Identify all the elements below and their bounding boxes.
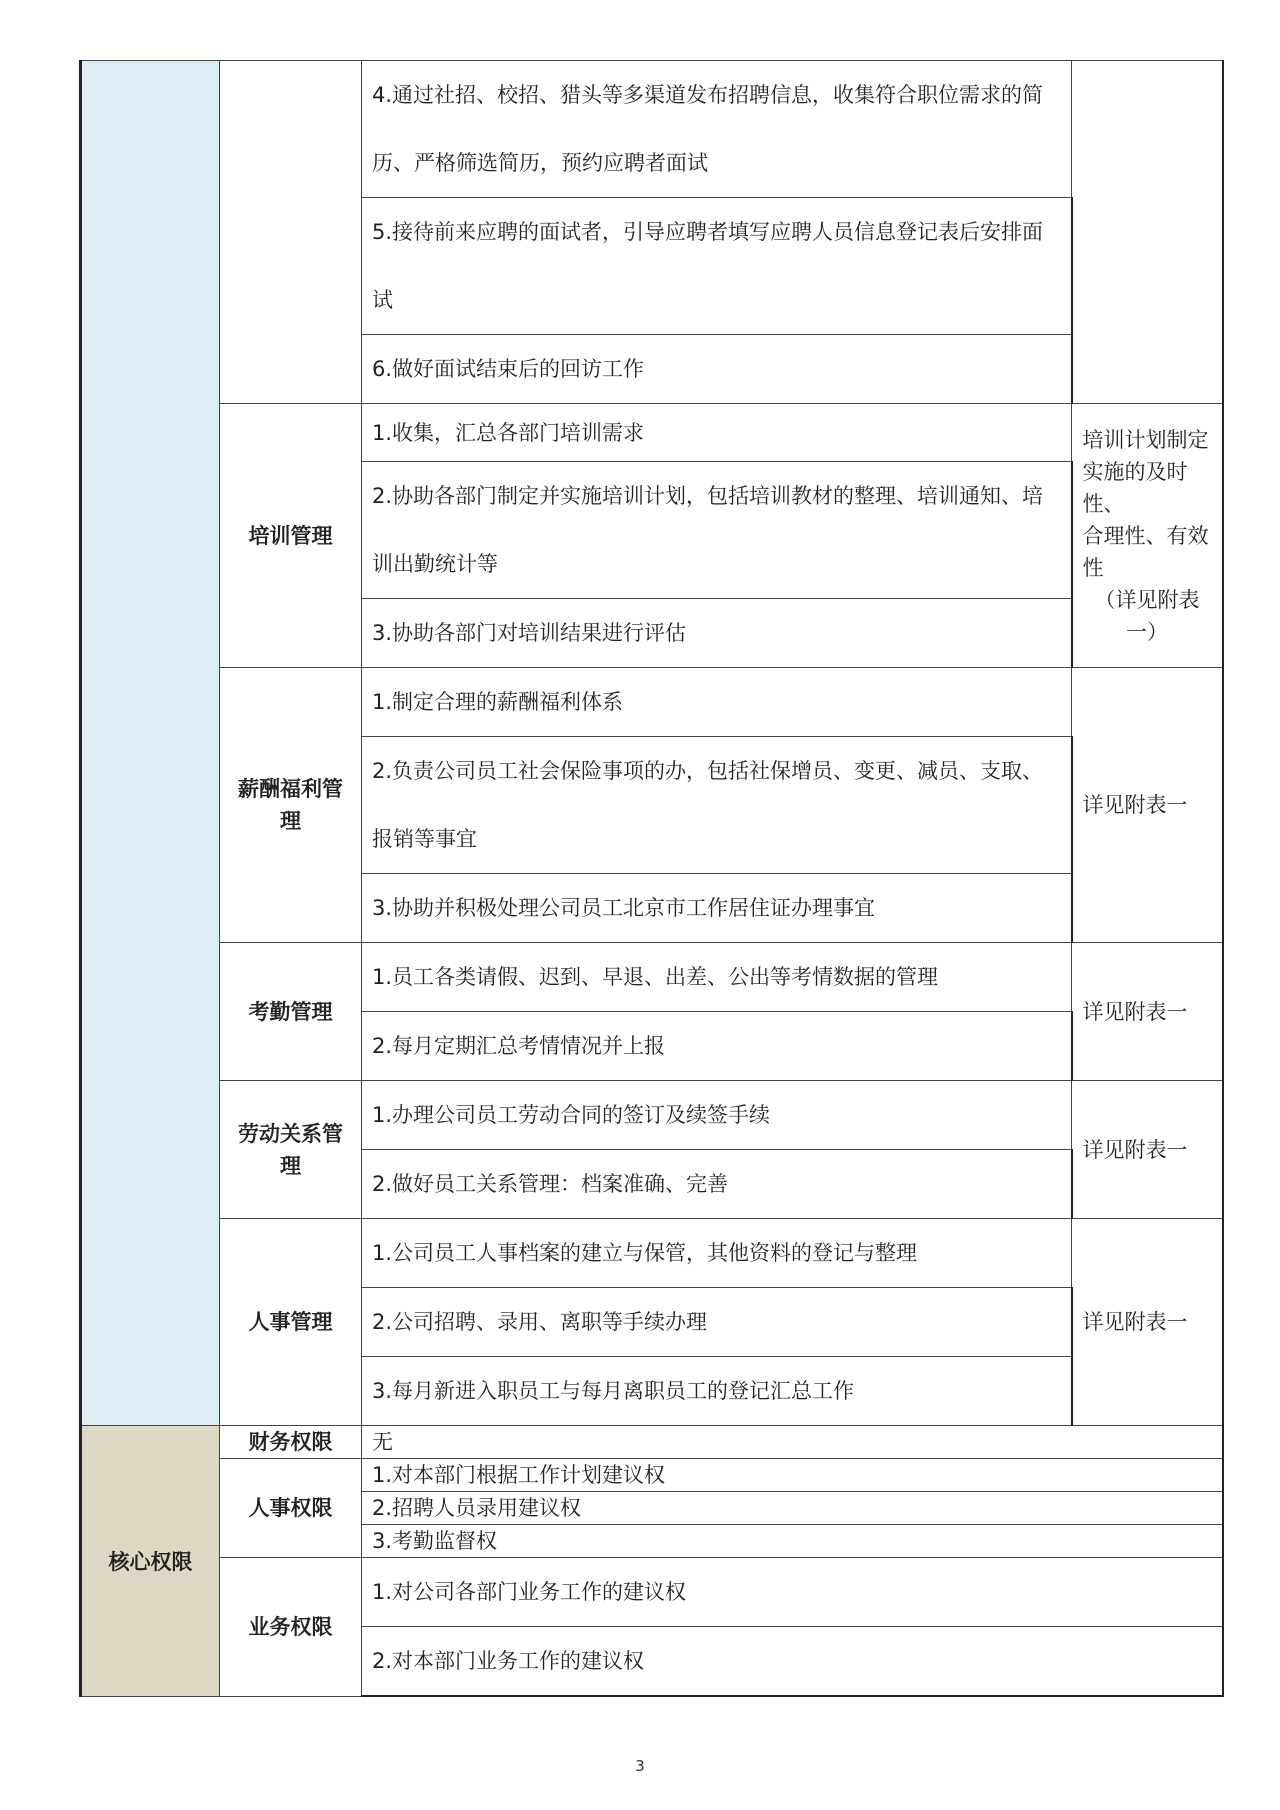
task-cell: 6.做好面试结束后的回访工作	[362, 335, 1072, 404]
hr-item: 3.考勤监督权	[362, 1525, 1223, 1558]
task-cell: 2.协助各部门制定并实施培训计划，包括培训教材的整理、培训通知、培训出勤统计等	[362, 462, 1072, 599]
category-cell-recruit	[220, 61, 362, 404]
category-hr: 人事权限	[220, 1459, 362, 1558]
task-cell: 5.接待前来应聘的面试者，引导应聘者填写应聘人员信息登记表后安排面试	[362, 198, 1072, 335]
task-cell: 1.员工各类请假、迟到、早退、出差、公出等考情数据的管理	[362, 943, 1072, 1012]
task-cell: 2.负责公司员工社会保险事项的办，包括社保增员、变更、减员、支取、报销等事宜	[362, 737, 1072, 874]
standard-training	[1072, 404, 1223, 668]
hr-item: 1.对本部门根据工作计划建议权	[362, 1459, 1223, 1492]
task-cell: 1.办理公司员工劳动合同的签订及续签手续	[362, 1081, 1072, 1150]
hr-item: 2.招聘人员录用建议权	[362, 1492, 1223, 1525]
category-finance: 财务权限	[220, 1426, 362, 1459]
task-cell: 1.制定合理的薪酬福利体系	[362, 668, 1072, 737]
standard-line: 实施的及时性、	[1082, 459, 1188, 516]
task-cell: 2.公司招聘、录用、离职等手续办理	[362, 1288, 1072, 1357]
task-cell: 2.做好员工关系管理：档案准确、完善	[362, 1150, 1072, 1219]
section-cell-duties	[81, 61, 220, 1426]
task-cell: 3.每月新进入职员工与每月离职员工的登记汇总工作	[362, 1357, 1072, 1426]
section-core: 核心权限	[81, 1426, 220, 1697]
category-salary: 薪酬福利管理	[220, 668, 362, 943]
task-cell: 4.通过社招、校招、猎头等多渠道发布招聘信息，收集符合职位需求的简历、严格筛选简历，预约应聘者面试	[362, 61, 1072, 198]
standard-line: （详见附表一）	[1094, 587, 1200, 644]
business-item: 1.对公司各部门业务工作的建议权	[362, 1558, 1223, 1627]
category-training: 培训管理	[220, 404, 362, 668]
standard-line: 培训计划制定	[1082, 427, 1209, 452]
standard-cell-recruit	[1072, 61, 1223, 404]
finance-value: 无	[362, 1426, 1223, 1459]
task-cell: 1.收集，汇总各部门培训需求	[362, 404, 1072, 462]
category-personnel: 人事管理	[220, 1219, 362, 1426]
page-number: 3	[635, 1757, 645, 1775]
standard-attendance: 详见附表一	[1072, 943, 1223, 1081]
duties-table	[79, 60, 1224, 1697]
task-cell: 2.每月定期汇总考情情况并上报	[362, 1012, 1072, 1081]
standard-line: 合理性、有效性	[1082, 523, 1209, 580]
task-cell: 1.公司员工人事档案的建立与保管，其他资料的登记与整理	[362, 1219, 1072, 1288]
category-attendance: 考勤管理	[220, 943, 362, 1081]
category-labor: 劳动关系管理	[220, 1081, 362, 1219]
standard-salary: 详见附表一	[1072, 668, 1223, 943]
task-cell: 3.协助各部门对培训结果进行评估	[362, 599, 1072, 668]
category-business: 业务权限	[220, 1558, 362, 1697]
business-item: 2.对本部门业务工作的建议权	[362, 1627, 1223, 1697]
task-cell: 3.协助并积极处理公司员工北京市工作居住证办理事宜	[362, 874, 1072, 943]
standard-labor: 详见附表一	[1072, 1081, 1223, 1219]
standard-personnel: 详见附表一	[1072, 1219, 1223, 1426]
